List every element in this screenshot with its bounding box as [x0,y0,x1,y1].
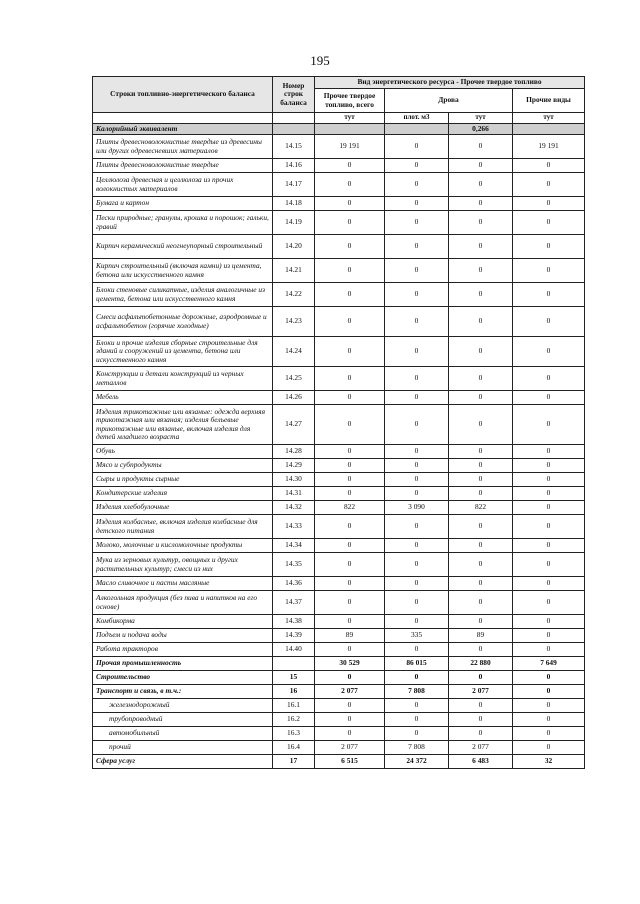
row-label: Изделия колбасные, включая изделия колбасные для детского питания [93,515,273,539]
value-other: 0 [513,405,585,445]
value-firewood-nat: 0 [385,699,449,713]
header-code-label: Номер строк баланса [273,77,315,113]
value-total: 0 [315,405,385,445]
row-code: 14.27 [273,405,315,445]
row-code: 14.22 [273,283,315,307]
row-label: Масло сливочное и пасты масляные [93,577,273,591]
value-other: 19 191 [513,135,585,159]
table-row [93,629,585,643]
value-firewood-tut: 0 [449,713,513,727]
energy-balance-table [92,76,585,769]
table-row [93,577,585,591]
value-other: 0 [513,459,585,473]
value-total: 0 [315,671,385,685]
value-firewood-nat: 0 [385,487,449,501]
value-firewood-tut: 89 [449,629,513,643]
row-label: Мясо и субпродукты [93,459,273,473]
value-other: 0 [513,283,585,307]
table-row [93,501,585,515]
value-firewood-tut: 2 077 [449,685,513,699]
row-label: Кирпич керамический неогнеупорный строительный [93,235,273,259]
value-firewood-nat: 0 [385,259,449,283]
row-label: Мебель [93,391,273,405]
table-row [93,405,585,445]
row-label: Кондитерские изделия [93,487,273,501]
row-code: 14.31 [273,487,315,501]
value-firewood-nat: 0 [385,671,449,685]
table-row [93,487,585,501]
row-code: 14.19 [273,211,315,235]
value-firewood-nat: 86 015 [385,657,449,671]
value-firewood-tut: 0 [449,539,513,553]
value-other: 0 [513,515,585,539]
value-firewood-tut: 0 [449,577,513,591]
row-label: Целлюлоза древесная и целлюлоза из прочих волокнистых материалов [93,173,273,197]
value-firewood-tut: 0 [449,173,513,197]
row-code: 14.18 [273,197,315,211]
value-other: 0 [513,685,585,699]
value-other: 0 [513,173,585,197]
value-other: 0 [513,671,585,685]
value-other: 0 [513,159,585,173]
value-firewood-nat: 0 [385,135,449,159]
value-other: 0 [513,699,585,713]
table-row [93,591,585,615]
value-firewood-tut: 0 [449,307,513,337]
value-total: 0 [315,283,385,307]
table-row [93,741,585,755]
row-label: железнодорожный [93,699,273,713]
row-code: 16.1 [273,699,315,713]
value-firewood-tut: 0 [449,515,513,539]
row-code: 14.23 [273,307,315,337]
row-code: 16 [273,685,315,699]
row-code: 14.16 [273,159,315,173]
value-total: 0 [315,307,385,337]
value-total: 0 [315,391,385,405]
value-other: 0 [513,615,585,629]
value-firewood-nat: 0 [385,405,449,445]
value-total: 0 [315,259,385,283]
row-label: Бумага и картон [93,197,273,211]
value-firewood-tut: 0 [449,391,513,405]
value-firewood-tut: 0 [449,473,513,487]
row-label: трубопроводный [93,713,273,727]
table-row [93,159,585,173]
row-code: 14.38 [273,615,315,629]
value-total: 0 [315,577,385,591]
value-firewood-tut: 0 [449,197,513,211]
value-firewood-nat: 0 [385,211,449,235]
table-row [93,307,585,337]
value-firewood-tut: 0 [449,405,513,445]
row-code: 14.15 [273,135,315,159]
value-other: 0 [513,487,585,501]
value-total: 0 [315,459,385,473]
value-firewood-tut: 0 [449,445,513,459]
row-code: 17 [273,755,315,769]
row-code: 14.30 [273,473,315,487]
value-total: 89 [315,629,385,643]
row-label: Обувь [93,445,273,459]
row-code: 14.36 [273,577,315,591]
row-code: 14.37 [273,591,315,615]
row-label: Комбикорма [93,615,273,629]
value-other: 0 [513,391,585,405]
value-firewood-tut: 2 077 [449,741,513,755]
table-row [93,473,585,487]
value-other: 0 [513,539,585,553]
value-firewood-tut: 0 [449,459,513,473]
value-total: 0 [315,235,385,259]
value-total: 19 191 [315,135,385,159]
row-code: 14.39 [273,629,315,643]
value-other: 7 649 [513,657,585,671]
value-other: 32 [513,755,585,769]
value-total: 0 [315,699,385,713]
value-firewood-nat: 0 [385,643,449,657]
value-firewood-nat: 0 [385,235,449,259]
calorific-label: Калорийный эквивалент [93,123,273,134]
table-row [93,459,585,473]
row-label: Сфера услуг [93,755,273,769]
value-other: 0 [513,591,585,615]
value-firewood-nat: 0 [385,591,449,615]
header-resource-label: Вид энергетического ресурса - Прочее твердое топливо [315,77,585,89]
row-label: Транспорт и связь, в т.ч.: [93,685,273,699]
value-other: 0 [513,727,585,741]
value-firewood-nat: 0 [385,473,449,487]
value-firewood-nat: 0 [385,159,449,173]
value-other: 0 [513,235,585,259]
row-code: 14.40 [273,643,315,657]
row-label: Блоки и прочие изделия сборные строительные для зданий и сооружений из цемента, бетона или искусственного камня [93,337,273,367]
value-other: 0 [513,553,585,577]
table-row [93,259,585,283]
value-total: 0 [315,159,385,173]
row-label: Прочая промышленность [93,657,273,671]
value-total: 6 515 [315,755,385,769]
value-firewood-nat: 0 [385,539,449,553]
value-firewood-tut: 0 [449,337,513,367]
value-firewood-nat: 0 [385,615,449,629]
table-row [93,615,585,629]
value-firewood-nat: 0 [385,713,449,727]
value-firewood-nat: 0 [385,553,449,577]
value-other: 0 [513,337,585,367]
value-total: 0 [315,173,385,197]
row-label: Смеси асфальтобетонные дорожные, аэродромные и асфальтобетон (горячие холодные) [93,307,273,337]
row-label: Подъем и подача воды [93,629,273,643]
value-firewood-nat: 0 [385,459,449,473]
table-row [93,367,585,391]
row-label: Плиты древесноволокнистые твердые [93,159,273,173]
value-firewood-tut: 22 880 [449,657,513,671]
row-label: Пески природные; гранулы, крошка и порошок; гальки, гравий [93,211,273,235]
row-label: Изделия трикотажные или вязаные: одежда верхняя трикотажная или вязаная; изделия бельевые трикотажные или вязаные, включая изделия для детей младшего возраста [93,405,273,445]
value-firewood-nat: 3 090 [385,501,449,515]
row-label: Плиты древесноволокнистые твердые из древесины или других одревесневших материалов [93,135,273,159]
row-label: Изделия хлебобулочные [93,501,273,515]
value-firewood-nat: 24 372 [385,755,449,769]
value-firewood-tut: 0 [449,211,513,235]
row-label: автомобильный [93,727,273,741]
value-total: 0 [315,473,385,487]
value-firewood-nat: 0 [385,391,449,405]
header-col-firewood: Дрова [385,89,513,113]
row-label: Алкогольная продукция (без пива и напитков на его основе) [93,591,273,615]
row-code: 14.35 [273,553,315,577]
value-firewood-tut: 0 [449,671,513,685]
row-code: 14.21 [273,259,315,283]
value-other: 0 [513,445,585,459]
value-total: 0 [315,713,385,727]
value-firewood-nat: 7 808 [385,741,449,755]
row-label: Блоки стеновые силикатные, изделия аналогичные из цемента, бетона или искусственного камня [93,283,273,307]
table-body [93,135,585,769]
table-row [93,337,585,367]
unit-other: тут [513,113,585,124]
value-total: 2 077 [315,741,385,755]
value-total: 0 [315,515,385,539]
value-firewood-tut: 0 [449,159,513,173]
row-label: Строительство [93,671,273,685]
row-code: 15 [273,671,315,685]
value-other: 0 [513,197,585,211]
value-total: 0 [315,553,385,577]
header-col-other: Прочие виды [513,89,585,113]
value-firewood-nat: 0 [385,307,449,337]
value-firewood-tut: 0 [449,235,513,259]
value-other: 0 [513,307,585,337]
table-row [93,283,585,307]
row-code: 14.33 [273,515,315,539]
row-label: Работа тракторов [93,643,273,657]
row-label: прочий [93,741,273,755]
table-row [93,197,585,211]
value-firewood-tut: 0 [449,135,513,159]
value-other: 0 [513,741,585,755]
table-row [93,515,585,539]
value-firewood-tut: 822 [449,501,513,515]
value-other: 0 [513,643,585,657]
value-other: 0 [513,577,585,591]
value-firewood-nat: 0 [385,283,449,307]
value-other: 0 [513,259,585,283]
table-row [93,755,585,769]
value-total: 0 [315,591,385,615]
value-total: 0 [315,487,385,501]
value-other: 0 [513,473,585,487]
value-firewood-nat: 0 [385,445,449,459]
calorific-row [93,123,585,134]
value-firewood-nat: 0 [385,727,449,741]
value-firewood-nat: 0 [385,197,449,211]
table-row [93,173,585,197]
row-code: 16.4 [273,741,315,755]
header-row-label: Строки топливно-энергетического баланса [93,77,273,113]
value-other: 0 [513,629,585,643]
row-code: 16.2 [273,713,315,727]
row-code: 14.26 [273,391,315,405]
value-other: 0 [513,367,585,391]
table-row [93,671,585,685]
row-code: 14.29 [273,459,315,473]
table-row [93,643,585,657]
value-firewood-nat: 0 [385,337,449,367]
value-total: 30 529 [315,657,385,671]
unit-total: тут [315,113,385,124]
row-code: 14.17 [273,173,315,197]
value-total: 0 [315,337,385,367]
value-other: 0 [513,211,585,235]
value-total: 822 [315,501,385,515]
value-firewood-tut: 0 [449,487,513,501]
value-total: 0 [315,615,385,629]
value-firewood-tut: 6 483 [449,755,513,769]
value-firewood-nat: 7 808 [385,685,449,699]
row-code [273,657,315,671]
row-label: Конструкции и детали конструкций из черных металлов [93,367,273,391]
value-other: 0 [513,713,585,727]
table-row [93,657,585,671]
table-row [93,699,585,713]
table-row [93,553,585,577]
value-firewood-tut: 0 [449,643,513,657]
unit-firewood-nat: плот. м3 [385,113,449,124]
row-code: 14.34 [273,539,315,553]
value-firewood-nat: 0 [385,515,449,539]
value-firewood-tut: 0 [449,553,513,577]
value-other: 0 [513,501,585,515]
row-label: Сыры и продукты сырные [93,473,273,487]
value-firewood-tut: 0 [449,727,513,741]
row-code: 14.25 [273,367,315,391]
value-firewood-tut: 0 [449,699,513,713]
value-firewood-nat: 0 [385,577,449,591]
table-row [93,727,585,741]
value-total: 2 077 [315,685,385,699]
row-label: Молоко, молочные и кисломолочные продукты [93,539,273,553]
unit-firewood-tut: тут [449,113,513,124]
table-row [93,713,585,727]
calorific-value: 0,266 [449,123,513,134]
value-firewood-tut: 0 [449,283,513,307]
value-total: 0 [315,643,385,657]
value-total: 0 [315,727,385,741]
value-firewood-tut: 0 [449,367,513,391]
table-row [93,539,585,553]
value-total: 0 [315,211,385,235]
table-row [93,445,585,459]
row-label: Кирпич строительный (включая камни) из цемента, бетона или искусственного камня [93,259,273,283]
row-code: 14.24 [273,337,315,367]
value-firewood-tut: 0 [449,591,513,615]
value-firewood-tut: 0 [449,259,513,283]
value-total: 0 [315,197,385,211]
row-label: Мука из зерновых культур, овощных и других растительных культур; смеси из них [93,553,273,577]
table-row [93,135,585,159]
value-total: 0 [315,367,385,391]
table-row [93,391,585,405]
table-row [93,685,585,699]
row-code: 14.20 [273,235,315,259]
value-firewood-nat: 0 [385,367,449,391]
value-total: 0 [315,445,385,459]
value-total: 0 [315,539,385,553]
row-code: 16.3 [273,727,315,741]
header-col-total: Прочее твердое топливо, всего [315,89,385,113]
value-firewood-nat: 0 [385,173,449,197]
value-firewood-nat: 335 [385,629,449,643]
row-code: 14.32 [273,501,315,515]
table-row [93,211,585,235]
value-firewood-tut: 0 [449,615,513,629]
row-code: 14.28 [273,445,315,459]
page-number: 195 [310,53,330,68]
table-row [93,235,585,259]
